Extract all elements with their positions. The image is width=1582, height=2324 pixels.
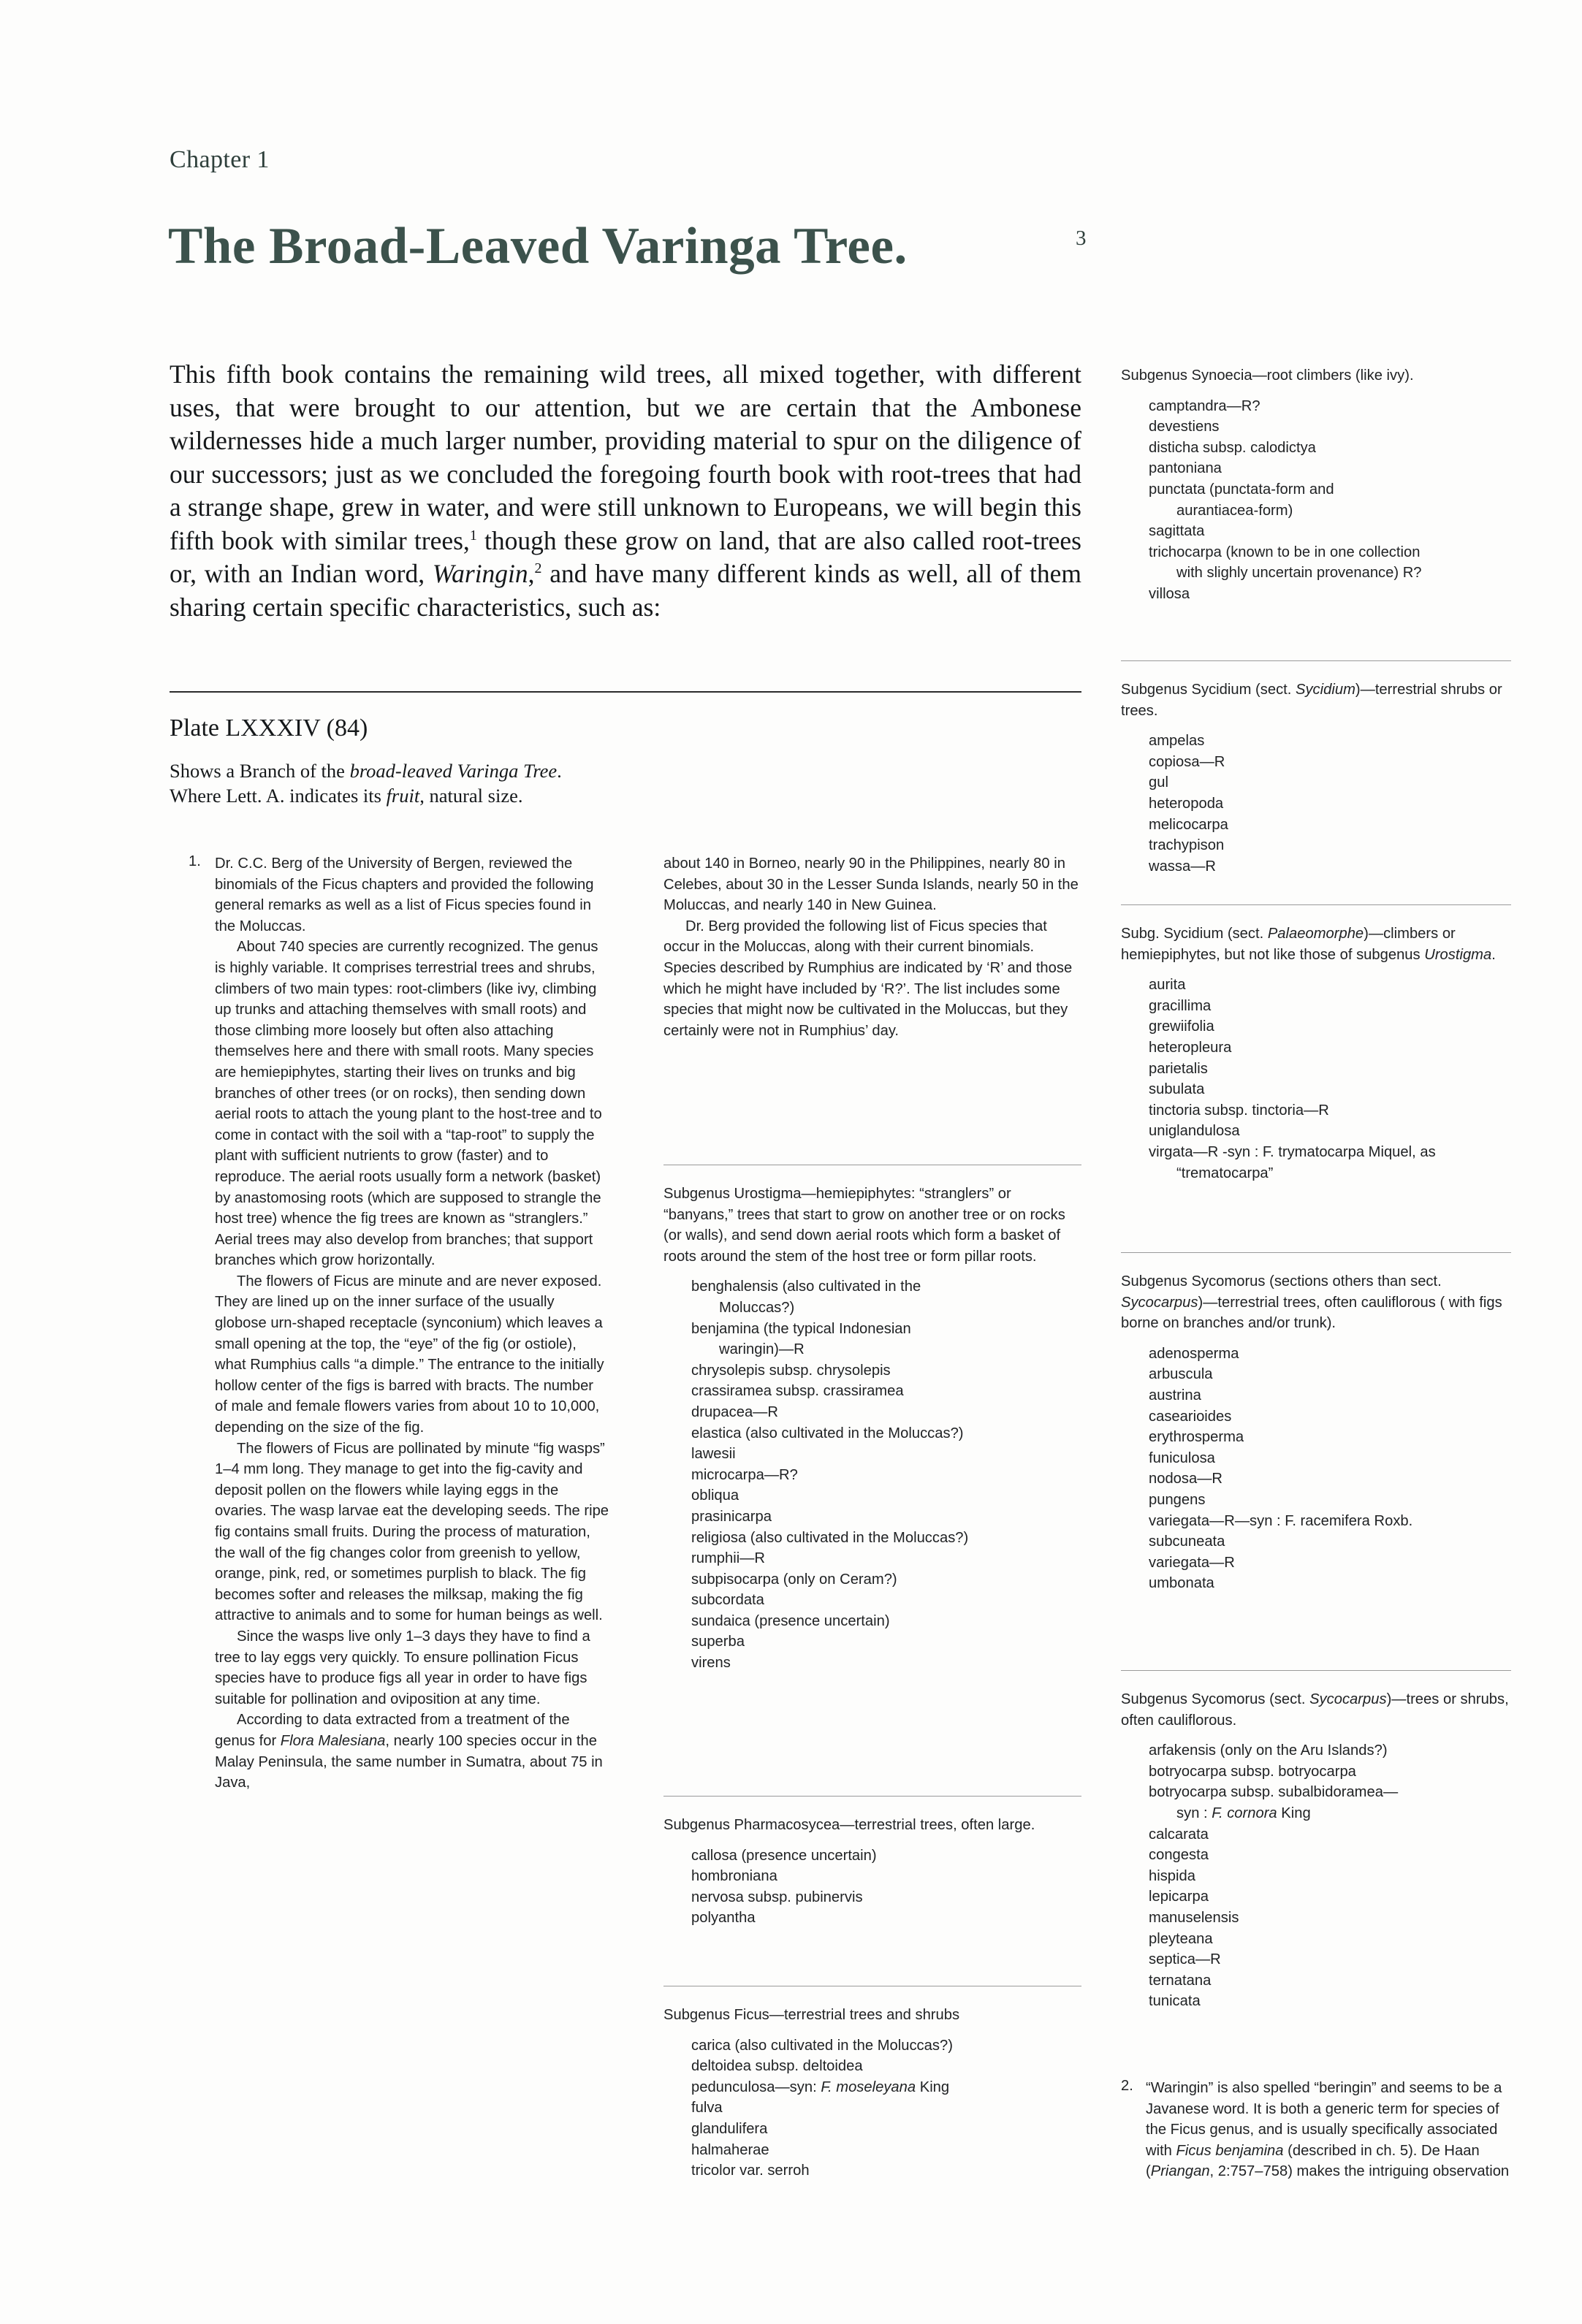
species-item: tunicata <box>1149 1993 1201 2010</box>
group-heading: Subgenus Sycidium (sect. Sycidium)—terrestrial shrubs or trees. <box>1121 682 1502 719</box>
divider-rule <box>1121 904 1511 905</box>
group-sycomorus-other <box>1121 1271 1511 1594</box>
species-item: septica—R <box>1149 1951 1221 1968</box>
page-number: 3 <box>1076 226 1087 250</box>
species-item: halmaherae <box>691 2141 769 2158</box>
species-list <box>1121 396 1511 605</box>
species-item: parietalis <box>1149 1060 1208 1077</box>
species-item: microcarpa—R? <box>691 1466 798 1483</box>
species-item: lepicarpa <box>1149 1889 1209 1905</box>
species-item: variegata—R—syn : F. racemifera Roxb. <box>1149 1512 1413 1529</box>
species-item: rumphii—R <box>691 1550 765 1567</box>
species-item: polyantha <box>691 1910 756 1927</box>
species-item: calcarata <box>1149 1826 1209 1843</box>
species-item: botryocarpa subsp. subalbidoramea— syn : F. cornora King <box>1149 1784 1399 1821</box>
species-item: melicocarpa <box>1149 816 1228 833</box>
species-item: subcordata <box>691 1592 764 1609</box>
species-list <box>1121 1344 1511 1594</box>
species-item: nervosa subsp. pubinervis <box>691 1889 863 1905</box>
chapter-label: Chapter 1 <box>170 146 270 173</box>
species-item: fulva <box>691 2100 723 2117</box>
species-item: disticha subsp. calodictya <box>1149 439 1316 456</box>
species-list <box>1121 975 1511 1184</box>
species-item: subulata <box>1149 1081 1205 1098</box>
footnote-paragraph: The flowers of Ficus are minute and are never exposed. They are lined up on the inner surface of the usually globose urn-shaped receptacle (synconium) which leaves a small opening at the top, the “eye” of the fig (or ostiole), what Rumphius calls “a dimple.” The entrance to the initially hollow center of the figs is barred with bracts. The number of male and female flowers varies from about 10 to 10,000, depending on the size of the fig. <box>215 1273 604 1436</box>
footnote-paragraph: The flowers of Ficus are pollinated by minute “fig wasps” 1–4 mm long. They manage to get into the fig-cavity and deposit pollen on the flowers while laying eggs in the ovaries. The wasp larvae eat the developing seeds. The ripe fig contains small fruits. During the process of maturation, the wall of the fig changes color from greenish to yellow, orange, pink, red, or sometimes purplish to black. The fig becomes softer and releases the milksap, making the fig attractive to animals and to some for human beings as well. <box>215 1440 609 1624</box>
species-item: camptandra—R? <box>1149 397 1260 414</box>
species-item: sagittata <box>1149 523 1205 540</box>
species-item: religiosa (also cultivated in the Moluccas?) <box>691 1529 969 1546</box>
species-item: ampelas <box>1149 733 1205 750</box>
species-item: arfakensis (only on the Aru Islands?) <box>1149 1742 1388 1759</box>
species-item: lawesii <box>691 1446 736 1463</box>
species-item: glandulifera <box>691 2120 768 2137</box>
species-item: erythrosperma <box>1149 1429 1244 1446</box>
species-item: wassa—R <box>1149 858 1216 875</box>
footnote-paragraph: Dr. Berg provided the following list of Ficus species that occur in the Moluccas, along with their current binomials. Species described by Rumphius are indicated by ‘R’ and those which he might have included by ‘R?’. The list includes some species that might now be cultivated in the Moluccas, but they certainly were not in Rumphius’ day. <box>663 918 1073 1039</box>
group-heading: Subg. Sycidium (sect. Palaeomorphe)—climbers or hemiepiphytes, but not like those of subgenus Urostigma. <box>1121 926 1496 963</box>
group-heading: Subgenus Sycomorus (sect. Sycocarpus)—trees or shrubs, often cauliflorous. <box>1121 1691 1509 1729</box>
group-urostigma <box>663 1184 1081 1674</box>
species-item: carica (also cultivated in the Moluccas?) <box>691 2037 953 2054</box>
group-sycidium <box>1121 679 1511 877</box>
intro-paragraph: This fifth book contains the remaining wild trees, all mixed together, with different uses, that were brought to our attention, but we are certain that the Ambonese wildernesses hide a much larger number, providing material to spur on the diligence of our successors; just as we concluded the foregoing fourth book with root-trees that had a strange shape, grew in water, and were still unknown to Europeans, we will begin this fifth book with similar trees,$^1$ though these grow on land, that are also called root-trees or, with an Indian word, Waringin,$^2$ and have many different kinds as well, all of them sharing certain specific characteristics, such as: <box>170 359 1081 622</box>
species-item: ternatana <box>1149 1972 1212 1989</box>
page-title: The Broad-Leaved Varinga Tree. <box>168 217 908 275</box>
species-item: botryocarpa subsp. botryocarpa <box>1149 1763 1356 1780</box>
divider-rule <box>663 1796 1081 1797</box>
group-heading: Subgenus Ficus—terrestrial trees and shrubs <box>663 2007 960 2023</box>
species-item: arbuscula <box>1149 1366 1213 1383</box>
species-item: gracillima <box>1149 997 1212 1014</box>
species-item: villosa <box>1149 585 1190 602</box>
species-item: umbonata <box>1149 1575 1214 1592</box>
species-item: subpisocarpa (only on Ceram?) <box>691 1571 897 1588</box>
plate-caption-line-1: Shows a Branch of the broad-leaved Varinga Tree. <box>170 760 562 782</box>
divider-rule <box>1121 660 1511 661</box>
species-item: chrysolepis subsp. chrysolepis <box>691 1362 891 1379</box>
divider-rule <box>1121 1252 1511 1253</box>
species-item: nodosa—R <box>1149 1471 1222 1487</box>
species-item: manuselensis <box>1149 1909 1239 1926</box>
species-item: pedunculosa—syn: F. moseleyana King <box>691 2079 950 2095</box>
species-item: gul <box>1149 774 1168 791</box>
species-item: heteropoda <box>1149 795 1224 812</box>
species-item: copiosa—R <box>1149 753 1225 770</box>
plate-caption-line-2: Where Lett. A. indicates its fruit, natural size. <box>170 785 523 807</box>
species-item: casearioides <box>1149 1408 1232 1425</box>
species-item: variegata—R <box>1149 1554 1235 1571</box>
group-heading: Subgenus Synoecia—root climbers (like ivy). <box>1121 367 1414 384</box>
species-item: crassiramea subsp. crassiramea <box>691 1383 904 1400</box>
species-item: devestiens <box>1149 419 1220 435</box>
species-item: obliqua <box>691 1487 739 1504</box>
footnote-paragraph: About 740 species are currently recognized. The genus is highly variable. It comprises terrestrial trees and shrubs, climbers of two main types: root-climbers (like ivy, climbing up trunks and attaching themselves with small roots) and those climbing more loosely but often also attaching themselves here and there with small roots. Many species are hemiepiphytes, starting their lives on trunks and big branches of other trees (or on rocks), then sending down aerial roots to attach the young plant to the host-tree and to come in contact with the soil with a “tap-root” to supply the plant with sufficient nutrients to grow (faster) and to reproduce. The aerial roots usually form a network (basket) by anastomosing roots (which are supposed to strangle the host tree) whence the fig trees are known as “stranglers.” Aerial trees may also develop from branches; that support branches which grow horizontally. <box>215 939 602 1269</box>
species-item: pungens <box>1149 1491 1206 1508</box>
species-list <box>663 1845 1081 1929</box>
species-item: pleyteana <box>1149 1930 1213 1947</box>
footnote-paragraph: According to data extracted from a treatment of the genus for Flora Malesiana, nearly 100 species occur in the Malay Peninsula, the same number in Sumatra, about 75 in Java, <box>215 1712 603 1791</box>
species-item: grewiifolia <box>1149 1018 1214 1035</box>
species-item: virgata—R -syn : F. trymatocarpa Miquel, as “trematocarpa” <box>1149 1143 1436 1181</box>
species-item: funiculosa <box>1149 1449 1215 1466</box>
species-item: drupacea—R <box>691 1403 778 1420</box>
divider-rule <box>170 691 1081 693</box>
group-pharmacosycea <box>663 1815 1081 1929</box>
group-heading: Subgenus Pharmacosycea—terrestrial trees, often large. <box>663 1817 1035 1833</box>
species-item: congesta <box>1149 1847 1209 1864</box>
species-item: aurita <box>1149 977 1186 994</box>
group-heading: Subgenus Urostigma—hemiepiphytes: “stranglers” or “banyans,” trees that start to grow on another tree or on rocks (or walls), and send down aerial roots which form a basket of roots around the stem of the host tree or form pillar roots. <box>663 1186 1065 1265</box>
group-ficus <box>663 2005 1081 2182</box>
footnote-paragraph: Since the wasps live only 1–3 days they have to find a tree to lay eggs very quickly. To ensure pollination Ficus species have to produce figs all year in order to have figs suitable for pollination and oviposition at any time. <box>215 1628 590 1707</box>
species-item: tinctoria subsp. tinctoria—R <box>1149 1102 1329 1119</box>
species-item: sundaica (presence uncertain) <box>691 1612 890 1629</box>
species-list <box>1121 731 1511 877</box>
species-item: punctata (punctata-form and aurantiacea-form) <box>1149 481 1334 519</box>
species-list <box>663 1276 1081 1673</box>
species-item: superba <box>691 1634 745 1650</box>
divider-rule <box>1121 1670 1511 1671</box>
species-list <box>663 2035 1081 2182</box>
group-palaeomorphe <box>1121 923 1511 1184</box>
species-item: uniglandulosa <box>1149 1123 1240 1140</box>
species-item: hombroniana <box>691 1868 777 1885</box>
species-item: callosa (presence uncertain) <box>691 1847 877 1864</box>
plate-title: Plate LXXXIV (84) <box>170 715 368 742</box>
species-item: pantoniana <box>1149 460 1222 477</box>
species-item: prasinicarpa <box>691 1508 772 1525</box>
group-sycomorus-sycocarpus <box>1121 1689 1511 2012</box>
species-item: heteropleura <box>1149 1039 1232 1056</box>
species-item: austrina <box>1149 1387 1201 1403</box>
species-item: trichocarpa (known to be in one collection with slighly uncertain provenance) R? <box>1149 544 1422 582</box>
footnote-2-text: “Waringin” is also spelled “beringin” and seems to be a Javanese word. It is both a generic term for species of the Ficus genus, and is usually specifically associated with Ficus benjamina (described in ch. 5). De Haan (Priangan, 2:757–758) makes the intriguing observation <box>1146 2080 1510 2180</box>
species-item: adenosperma <box>1149 1345 1239 1362</box>
species-item: trachypison <box>1149 837 1225 854</box>
species-item: hispida <box>1149 1867 1195 1884</box>
species-item: tricolor var. serroh <box>691 2163 810 2179</box>
species-list <box>1121 1740 1511 2012</box>
footnote-column-1 <box>215 853 609 1794</box>
species-item: virens <box>691 1655 731 1672</box>
species-item: benjamina (the typical Indonesian waringin)—R <box>691 1320 911 1358</box>
footnote-paragraph: Dr. C.C. Berg of the University of Bergen, reviewed the binomials of the Ficus chapters and provided the following general remarks as well as a list of Ficus species found in the Moluccas. <box>215 856 594 934</box>
species-item: benghalensis (also cultivated in the Moluccas?) <box>691 1279 921 1316</box>
species-item: elastica (also cultivated in the Moluccas?) <box>691 1425 964 1441</box>
species-item: subcuneata <box>1149 1534 1225 1550</box>
footnote-paragraph: about 140 in Borneo, nearly 90 in the Philippines, nearly 80 in Celebes, about 30 in the Lesser Sunda Islands, nearly 50 in the Moluccas, and nearly 140 in New Guinea. <box>663 856 1079 914</box>
species-item: deltoidea subsp. deltoidea <box>691 2058 863 2075</box>
footnote-2-marker: 2. <box>1121 2078 1133 2094</box>
group-heading: Subgenus Sycomorus (sections others than sect. Sycocarpus)—terrestrial trees, often cauliflorous ( with figs borne on branches and/or trunk). <box>1121 1273 1502 1332</box>
footnote-column-2 <box>663 853 1081 1041</box>
group-synoecia <box>1121 365 1511 605</box>
footnote-1-marker: 1. <box>189 853 201 869</box>
